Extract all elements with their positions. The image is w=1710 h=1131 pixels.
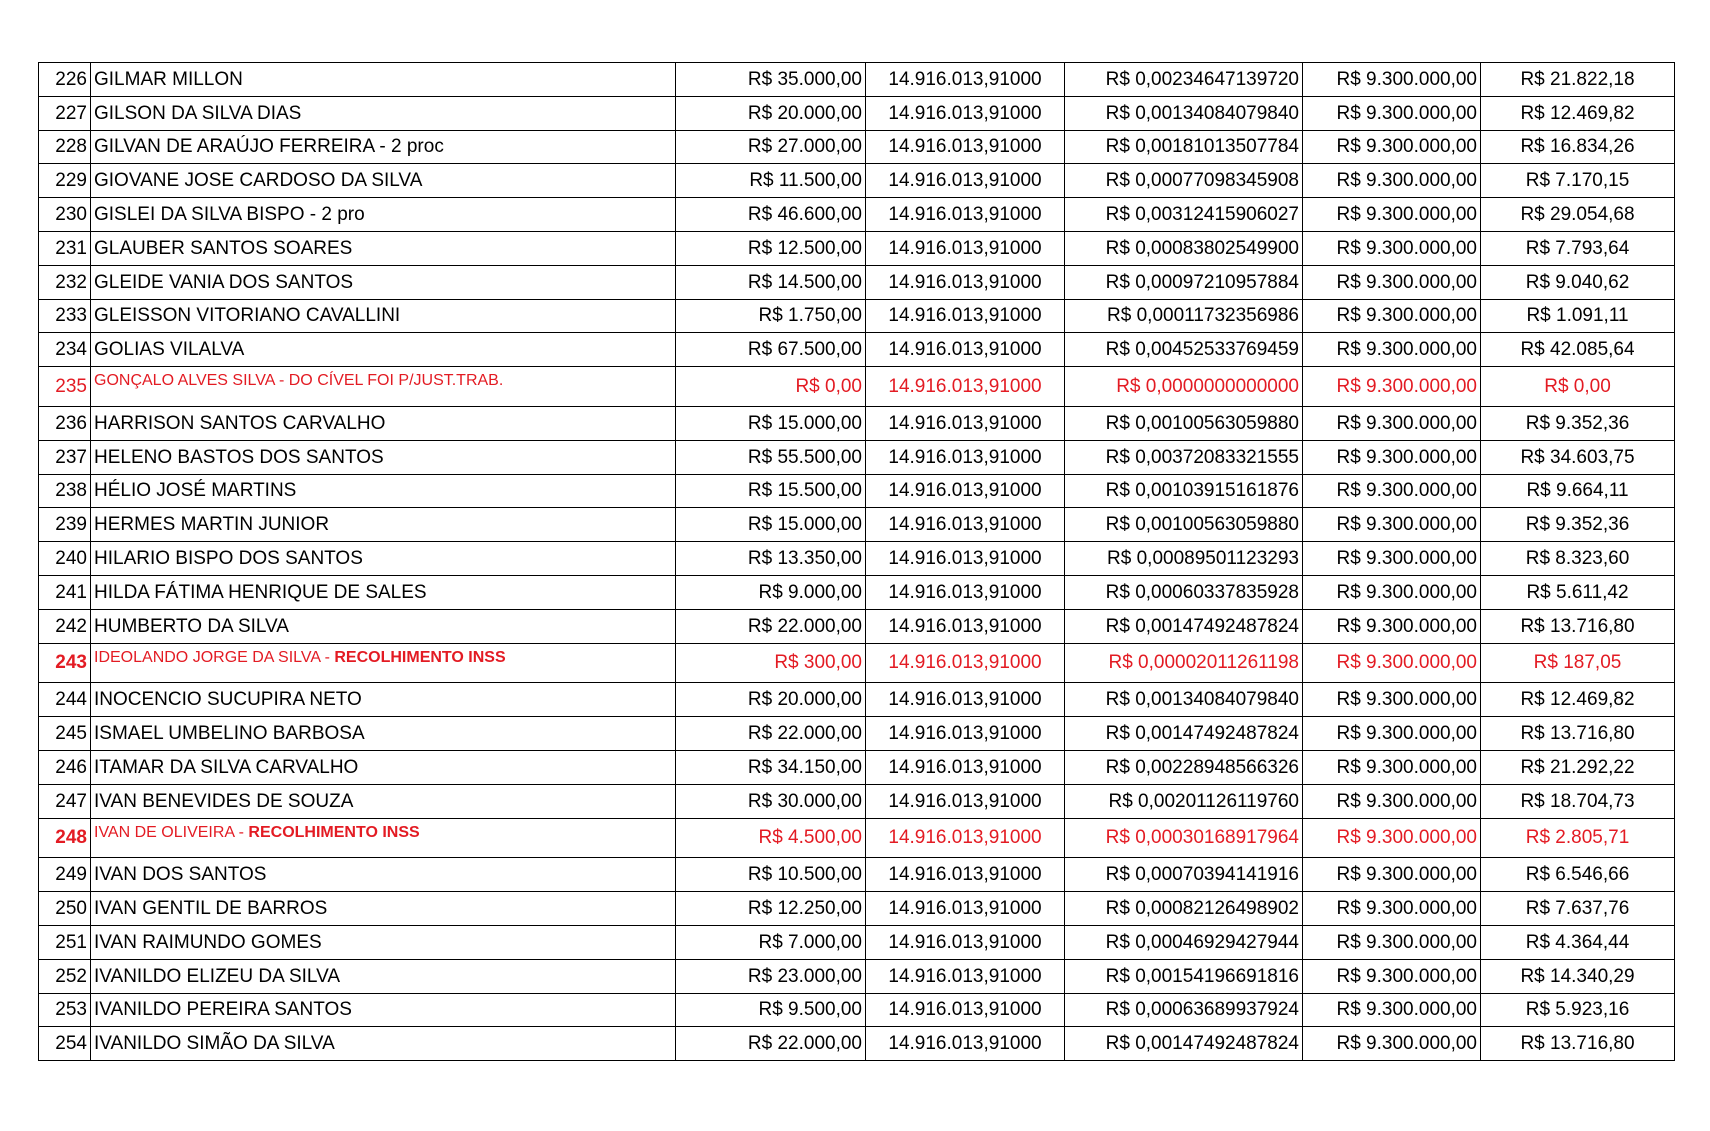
- claim-value: R$ 9.000,00: [676, 575, 866, 609]
- creditor-name: [91, 367, 676, 407]
- creditor-name-text: GISLEI DA SILVA BISPO - 2 pro: [94, 204, 365, 226]
- proportion-coefficient: R$ 0,00181013507784: [1065, 130, 1303, 164]
- claim-value: R$ 46.600,00: [676, 198, 866, 232]
- total-claims: 14.916.013,91000: [866, 925, 1065, 959]
- ledger-table: [38, 62, 1675, 1061]
- payout-share: R$ 5.923,16: [1481, 993, 1675, 1027]
- creditor-name-text: HÉLIO JOSÉ MARTINS: [94, 480, 297, 502]
- total-claims: 14.916.013,91000: [866, 96, 1065, 130]
- total-claims: 14.916.013,91000: [866, 367, 1065, 407]
- table-row: [39, 440, 1675, 474]
- claim-value: R$ 300,00: [676, 643, 866, 683]
- proportion-coefficient: R$ 0,00082126498902: [1065, 892, 1303, 926]
- total-claims: 14.916.013,91000: [866, 993, 1065, 1027]
- total-claims: 14.916.013,91000: [866, 406, 1065, 440]
- distribution-pool: R$ 9.300.000,00: [1303, 993, 1481, 1027]
- table-row: [39, 609, 1675, 643]
- creditor-name-text: ITAMAR DA SILVA CARVALHO: [94, 756, 359, 778]
- creditor-name-text: GIOVANE JOSE CARDOSO DA SILVA: [94, 170, 423, 192]
- distribution-pool: R$ 9.300.000,00: [1303, 406, 1481, 440]
- total-claims: 14.916.013,91000: [866, 164, 1065, 198]
- table-row: [39, 542, 1675, 576]
- proportion-coefficient: R$ 0,00097210957884: [1065, 265, 1303, 299]
- creditor-name: [91, 643, 676, 683]
- distribution-pool: R$ 9.300.000,00: [1303, 440, 1481, 474]
- table-row: [39, 925, 1675, 959]
- table-row: [39, 164, 1675, 198]
- creditor-name: [91, 508, 676, 542]
- proportion-coefficient: R$ 0,00312415906027: [1065, 198, 1303, 232]
- table-row: [39, 299, 1675, 333]
- ledger-body: [39, 63, 1675, 1061]
- table-row: [39, 474, 1675, 508]
- table-row: [39, 265, 1675, 299]
- payout-share: R$ 0,00: [1481, 367, 1675, 407]
- creditor-name: [91, 333, 676, 367]
- creditor-name: [91, 818, 676, 858]
- claim-value: R$ 34.150,00: [676, 750, 866, 784]
- distribution-pool: R$ 9.300.000,00: [1303, 750, 1481, 784]
- distribution-pool: R$ 9.300.000,00: [1303, 299, 1481, 333]
- proportion-coefficient: R$ 0,00083802549900: [1065, 231, 1303, 265]
- claim-value: R$ 67.500,00: [676, 333, 866, 367]
- claim-value: R$ 10.500,00: [676, 858, 866, 892]
- table-row: [39, 575, 1675, 609]
- total-claims: 14.916.013,91000: [866, 683, 1065, 717]
- table-row: [39, 333, 1675, 367]
- proportion-coefficient: R$ 0,00100563059880: [1065, 406, 1303, 440]
- creditor-name: [91, 993, 676, 1027]
- row-number: 241: [39, 575, 91, 609]
- row-number: 234: [39, 333, 91, 367]
- payout-share: R$ 34.603,75: [1481, 440, 1675, 474]
- distribution-pool: R$ 9.300.000,00: [1303, 164, 1481, 198]
- row-number: 240: [39, 542, 91, 576]
- claim-value: R$ 23.000,00: [676, 959, 866, 993]
- creditor-name-text: HILARIO BISPO DOS SANTOS: [94, 548, 363, 570]
- table-row: [39, 858, 1675, 892]
- proportion-coefficient: R$ 0,00147492487824: [1065, 717, 1303, 751]
- creditor-name-text: IVAN DE OLIVEIRA -: [94, 823, 249, 841]
- distribution-pool: R$ 9.300.000,00: [1303, 717, 1481, 751]
- row-number: 243: [39, 643, 91, 683]
- creditor-name-text: GILSON DA SILVA DIAS: [94, 102, 302, 124]
- payout-share: R$ 9.352,36: [1481, 508, 1675, 542]
- claim-value: R$ 22.000,00: [676, 609, 866, 643]
- table-row: [39, 406, 1675, 440]
- claim-value: R$ 20.000,00: [676, 96, 866, 130]
- claim-value: R$ 15.000,00: [676, 406, 866, 440]
- creditor-name-text: IDEOLANDO JORGE DA SILVA -: [94, 648, 335, 666]
- total-claims: 14.916.013,91000: [866, 818, 1065, 858]
- table-row: [39, 643, 1675, 683]
- row-number: 250: [39, 892, 91, 926]
- total-claims: 14.916.013,91000: [866, 508, 1065, 542]
- creditor-name-text: IVAN DOS SANTOS: [94, 864, 267, 886]
- creditor-name-text: IVAN BENEVIDES DE SOUZA: [94, 790, 354, 812]
- row-number: 253: [39, 993, 91, 1027]
- creditor-name: [91, 130, 676, 164]
- distribution-pool: R$ 9.300.000,00: [1303, 542, 1481, 576]
- table-row: [39, 1027, 1675, 1061]
- row-number: 226: [39, 63, 91, 97]
- creditor-name-text: GILVAN DE ARAÚJO FERREIRA - 2 proc: [94, 136, 444, 158]
- creditor-name-text: GOLIAS VILALVA: [94, 339, 245, 361]
- table-row: [39, 993, 1675, 1027]
- total-claims: 14.916.013,91000: [866, 609, 1065, 643]
- payout-share: R$ 13.716,80: [1481, 609, 1675, 643]
- payout-share: R$ 21.822,18: [1481, 63, 1675, 97]
- distribution-pool: R$ 9.300.000,00: [1303, 959, 1481, 993]
- distribution-pool: R$ 9.300.000,00: [1303, 858, 1481, 892]
- payout-share: R$ 12.469,82: [1481, 96, 1675, 130]
- claim-value: R$ 27.000,00: [676, 130, 866, 164]
- distribution-pool: R$ 9.300.000,00: [1303, 575, 1481, 609]
- claim-value: R$ 13.350,00: [676, 542, 866, 576]
- creditor-name-text: INOCENCIO SUCUPIRA NETO: [94, 689, 362, 711]
- proportion-coefficient: R$ 0,00234647139720: [1065, 63, 1303, 97]
- distribution-pool: R$ 9.300.000,00: [1303, 925, 1481, 959]
- proportion-coefficient: R$ 0,00201126119760: [1065, 784, 1303, 818]
- proportion-coefficient: R$ 0,00077098345908: [1065, 164, 1303, 198]
- payout-share: R$ 42.085,64: [1481, 333, 1675, 367]
- proportion-coefficient: R$ 0,00228948566326: [1065, 750, 1303, 784]
- proportion-coefficient: R$ 0,00011732356986: [1065, 299, 1303, 333]
- row-number: 239: [39, 508, 91, 542]
- table-row: [39, 231, 1675, 265]
- payout-share: R$ 9.040,62: [1481, 265, 1675, 299]
- creditor-name: [91, 784, 676, 818]
- total-claims: 14.916.013,91000: [866, 299, 1065, 333]
- claim-value: R$ 11.500,00: [676, 164, 866, 198]
- creditor-name-text: HELENO BASTOS DOS SANTOS: [94, 446, 384, 468]
- table-row: [39, 63, 1675, 97]
- creditor-name: [91, 925, 676, 959]
- creditor-name-text: IVANILDO PEREIRA SANTOS: [94, 999, 352, 1021]
- proportion-coefficient: R$ 0,00002011261198: [1065, 643, 1303, 683]
- creditor-name: [91, 63, 676, 97]
- proportion-coefficient: R$ 0,00103915161876: [1065, 474, 1303, 508]
- claim-value: R$ 1.750,00: [676, 299, 866, 333]
- proportion-coefficient: R$ 0,00046929427944: [1065, 925, 1303, 959]
- distribution-pool: R$ 9.300.000,00: [1303, 63, 1481, 97]
- claim-value: R$ 9.500,00: [676, 993, 866, 1027]
- creditor-name: [91, 750, 676, 784]
- total-claims: 14.916.013,91000: [866, 333, 1065, 367]
- claim-value: R$ 4.500,00: [676, 818, 866, 858]
- creditor-name-text: IVANILDO ELIZEU DA SILVA: [94, 965, 341, 987]
- creditor-name-text: GLEISSON VITORIANO CAVALLINI: [94, 305, 401, 327]
- row-number: 242: [39, 609, 91, 643]
- proportion-coefficient: R$ 0,00147492487824: [1065, 609, 1303, 643]
- payout-share: R$ 8.323,60: [1481, 542, 1675, 576]
- total-claims: 14.916.013,91000: [866, 575, 1065, 609]
- payout-share: R$ 7.793,64: [1481, 231, 1675, 265]
- claim-value: R$ 0,00: [676, 367, 866, 407]
- distribution-pool: R$ 9.300.000,00: [1303, 784, 1481, 818]
- creditor-name: [91, 164, 676, 198]
- table-row: [39, 784, 1675, 818]
- row-number: 236: [39, 406, 91, 440]
- creditor-name-text: GONÇALO ALVES SILVA - DO CÍVEL FOI P/JUST.TRAB.: [94, 372, 504, 390]
- row-number: 230: [39, 198, 91, 232]
- total-claims: 14.916.013,91000: [866, 474, 1065, 508]
- distribution-pool: R$ 9.300.000,00: [1303, 609, 1481, 643]
- payout-share: R$ 14.340,29: [1481, 959, 1675, 993]
- total-claims: 14.916.013,91000: [866, 717, 1065, 751]
- proportion-coefficient: R$ 0,00134084079840: [1065, 683, 1303, 717]
- row-number: 249: [39, 858, 91, 892]
- payout-share: R$ 21.292,22: [1481, 750, 1675, 784]
- creditor-name: [91, 959, 676, 993]
- payout-share: R$ 12.469,82: [1481, 683, 1675, 717]
- claim-value: R$ 35.000,00: [676, 63, 866, 97]
- creditor-note: RECOLHIMENTO INSS: [334, 648, 506, 666]
- payout-share: R$ 187,05: [1481, 643, 1675, 683]
- proportion-coefficient: R$ 0,0000000000000: [1065, 367, 1303, 407]
- row-number: 235: [39, 367, 91, 407]
- total-claims: 14.916.013,91000: [866, 63, 1065, 97]
- payout-share: R$ 13.716,80: [1481, 1027, 1675, 1061]
- distribution-pool: R$ 9.300.000,00: [1303, 643, 1481, 683]
- creditor-name: [91, 299, 676, 333]
- creditor-name-text: GILMAR MILLON: [94, 68, 243, 90]
- row-number: 227: [39, 96, 91, 130]
- row-number: 232: [39, 265, 91, 299]
- creditor-name: [91, 198, 676, 232]
- claim-value: R$ 12.250,00: [676, 892, 866, 926]
- payout-share: R$ 6.546,66: [1481, 858, 1675, 892]
- proportion-coefficient: R$ 0,00060337835928: [1065, 575, 1303, 609]
- payout-share: R$ 5.611,42: [1481, 575, 1675, 609]
- table-row: [39, 717, 1675, 751]
- total-claims: 14.916.013,91000: [866, 130, 1065, 164]
- distribution-pool: R$ 9.300.000,00: [1303, 892, 1481, 926]
- row-number: 244: [39, 683, 91, 717]
- total-claims: 14.916.013,91000: [866, 231, 1065, 265]
- distribution-pool: R$ 9.300.000,00: [1303, 96, 1481, 130]
- table-row: [39, 198, 1675, 232]
- creditor-name: [91, 892, 676, 926]
- payout-share: R$ 7.637,76: [1481, 892, 1675, 926]
- creditor-name: [91, 542, 676, 576]
- table-row: [39, 508, 1675, 542]
- total-claims: 14.916.013,91000: [866, 858, 1065, 892]
- total-claims: 14.916.013,91000: [866, 265, 1065, 299]
- row-number: 231: [39, 231, 91, 265]
- creditor-name-text: GLEIDE VANIA DOS SANTOS: [94, 271, 354, 293]
- row-number: 229: [39, 164, 91, 198]
- total-claims: 14.916.013,91000: [866, 959, 1065, 993]
- creditor-name-text: IVAN RAIMUNDO GOMES: [94, 931, 322, 953]
- total-claims: 14.916.013,91000: [866, 643, 1065, 683]
- creditor-name-text: HILDA FÁTIMA HENRIQUE DE SALES: [94, 581, 427, 603]
- creditor-name: [91, 265, 676, 299]
- payout-share: R$ 13.716,80: [1481, 717, 1675, 751]
- row-number: 238: [39, 474, 91, 508]
- creditor-name: [91, 575, 676, 609]
- creditor-name-text: HUMBERTO DA SILVA: [94, 615, 289, 637]
- row-number: 245: [39, 717, 91, 751]
- creditor-name-text: HARRISON SANTOS CARVALHO: [94, 412, 386, 434]
- total-claims: 14.916.013,91000: [866, 1027, 1065, 1061]
- table-row: [39, 96, 1675, 130]
- row-number: 233: [39, 299, 91, 333]
- proportion-coefficient: R$ 0,00134084079840: [1065, 96, 1303, 130]
- creditor-name: [91, 474, 676, 508]
- proportion-coefficient: R$ 0,00070394141916: [1065, 858, 1303, 892]
- row-number: 254: [39, 1027, 91, 1061]
- creditor-name: [91, 96, 676, 130]
- claim-value: R$ 14.500,00: [676, 265, 866, 299]
- claim-value: R$ 55.500,00: [676, 440, 866, 474]
- claim-value: R$ 12.500,00: [676, 231, 866, 265]
- table-row: [39, 750, 1675, 784]
- total-claims: 14.916.013,91000: [866, 784, 1065, 818]
- payout-share: R$ 7.170,15: [1481, 164, 1675, 198]
- distribution-pool: R$ 9.300.000,00: [1303, 130, 1481, 164]
- payout-share: R$ 4.364,44: [1481, 925, 1675, 959]
- row-number: 247: [39, 784, 91, 818]
- proportion-coefficient: R$ 0,00030168917964: [1065, 818, 1303, 858]
- creditor-name: [91, 231, 676, 265]
- creditor-name: [91, 440, 676, 474]
- distribution-pool: R$ 9.300.000,00: [1303, 367, 1481, 407]
- creditor-name-text: HERMES MARTIN JUNIOR: [94, 514, 330, 536]
- distribution-pool: R$ 9.300.000,00: [1303, 333, 1481, 367]
- distribution-pool: R$ 9.300.000,00: [1303, 508, 1481, 542]
- creditor-name: [91, 1027, 676, 1061]
- proportion-coefficient: R$ 0,00147492487824: [1065, 1027, 1303, 1061]
- claim-value: R$ 22.000,00: [676, 1027, 866, 1061]
- row-number: 246: [39, 750, 91, 784]
- payout-share: R$ 2.805,71: [1481, 818, 1675, 858]
- payout-share: R$ 1.091,11: [1481, 299, 1675, 333]
- row-number: 237: [39, 440, 91, 474]
- table-row: [39, 130, 1675, 164]
- claim-value: R$ 7.000,00: [676, 925, 866, 959]
- total-claims: 14.916.013,91000: [866, 542, 1065, 576]
- distribution-pool: R$ 9.300.000,00: [1303, 265, 1481, 299]
- creditor-name: [91, 609, 676, 643]
- table-row: [39, 683, 1675, 717]
- creditor-name-text: ISMAEL UMBELINO BARBOSA: [94, 723, 365, 745]
- distribution-pool: R$ 9.300.000,00: [1303, 231, 1481, 265]
- creditor-name-text: IVANILDO SIMÃO DA SILVA: [94, 1033, 335, 1055]
- row-number: 248: [39, 818, 91, 858]
- claim-value: R$ 30.000,00: [676, 784, 866, 818]
- payout-share: R$ 18.704,73: [1481, 784, 1675, 818]
- creditor-name-text: IVAN GENTIL DE BARROS: [94, 898, 328, 920]
- proportion-coefficient: R$ 0,00089501123293: [1065, 542, 1303, 576]
- distribution-pool: R$ 9.300.000,00: [1303, 474, 1481, 508]
- table-row: [39, 818, 1675, 858]
- row-number: 228: [39, 130, 91, 164]
- table-row: [39, 892, 1675, 926]
- total-claims: 14.916.013,91000: [866, 892, 1065, 926]
- payout-share: R$ 16.834,26: [1481, 130, 1675, 164]
- proportion-coefficient: R$ 0,00100563059880: [1065, 508, 1303, 542]
- claim-value: R$ 15.000,00: [676, 508, 866, 542]
- table-row: [39, 367, 1675, 407]
- creditor-name: [91, 717, 676, 751]
- payout-share: R$ 9.664,11: [1481, 474, 1675, 508]
- distribution-pool: R$ 9.300.000,00: [1303, 683, 1481, 717]
- claim-value: R$ 20.000,00: [676, 683, 866, 717]
- total-claims: 14.916.013,91000: [866, 198, 1065, 232]
- total-claims: 14.916.013,91000: [866, 750, 1065, 784]
- distribution-pool: R$ 9.300.000,00: [1303, 818, 1481, 858]
- table-row: [39, 959, 1675, 993]
- creditor-name: [91, 858, 676, 892]
- row-number: 251: [39, 925, 91, 959]
- proportion-coefficient: R$ 0,00452533769459: [1065, 333, 1303, 367]
- row-number: 252: [39, 959, 91, 993]
- creditor-name: [91, 683, 676, 717]
- proportion-coefficient: R$ 0,00154196691816: [1065, 959, 1303, 993]
- proportion-coefficient: R$ 0,00063689937924: [1065, 993, 1303, 1027]
- distribution-pool: R$ 9.300.000,00: [1303, 1027, 1481, 1061]
- creditor-note: RECOLHIMENTO INSS: [248, 823, 420, 841]
- payout-share: R$ 29.054,68: [1481, 198, 1675, 232]
- creditor-name: [91, 406, 676, 440]
- total-claims: 14.916.013,91000: [866, 440, 1065, 474]
- claim-value: R$ 22.000,00: [676, 717, 866, 751]
- distribution-pool: R$ 9.300.000,00: [1303, 198, 1481, 232]
- claim-value: R$ 15.500,00: [676, 474, 866, 508]
- payout-share: R$ 9.352,36: [1481, 406, 1675, 440]
- creditor-name-text: GLAUBER SANTOS SOARES: [94, 237, 353, 259]
- proportion-coefficient: R$ 0,00372083321555: [1065, 440, 1303, 474]
